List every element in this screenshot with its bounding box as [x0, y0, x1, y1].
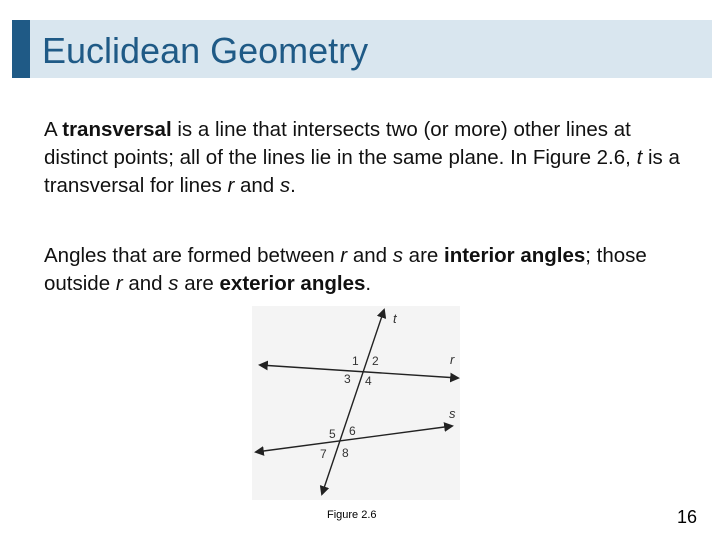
text-run: are	[402, 244, 445, 267]
angle-label-5: 5	[329, 427, 336, 441]
text-run: r	[115, 272, 123, 295]
text-run: and	[347, 244, 393, 267]
paragraph-transversal-definition	[44, 116, 694, 200]
text-run: s	[168, 272, 179, 295]
text-run: and	[234, 174, 280, 197]
text-run: ; those outside	[44, 244, 647, 295]
title-accent-bar	[12, 20, 30, 78]
text-run: s	[392, 244, 403, 267]
label-s: s	[449, 406, 456, 421]
text-run: is a transversal for lines	[44, 146, 680, 197]
text-run: t	[636, 146, 643, 169]
line-t	[322, 310, 384, 494]
page-number: 16	[677, 507, 698, 527]
angle-label-3: 3	[344, 372, 351, 386]
text-run: r	[340, 244, 348, 267]
text-run: .	[290, 174, 296, 197]
paragraph-interior-exterior-angles	[44, 242, 694, 298]
text-run: interior angles	[444, 244, 586, 267]
angle-label-2: 2	[372, 354, 379, 368]
text-run: s	[279, 174, 291, 197]
figure-caption: Figure 2.6	[327, 509, 377, 521]
label-r: r	[450, 352, 455, 367]
text-run: is a line that intersects two (or more) other lines at distinct points; all of the lines lie in the same plane. In Figure 2.6,	[44, 118, 637, 169]
text-run: Angles that are formed between	[44, 244, 341, 267]
text-run: transversal	[62, 118, 172, 141]
angle-label-8: 8	[342, 446, 349, 460]
text-run: r	[227, 174, 235, 197]
text-run: and	[122, 272, 169, 295]
figure-transversal-diagram	[252, 306, 460, 500]
label-t: t	[393, 311, 397, 326]
text-run: .	[365, 272, 372, 295]
angle-label-1: 1	[352, 354, 359, 368]
line-r	[260, 365, 458, 378]
angle-label-7: 7	[320, 447, 327, 461]
transversal-diagram-svg	[252, 306, 460, 500]
text-run: exterior angles	[219, 272, 366, 295]
text-run: A	[44, 118, 63, 141]
angle-label-4: 4	[365, 374, 372, 388]
angle-label-6: 6	[349, 424, 356, 438]
slide-title: Euclidean Geometry	[42, 30, 369, 71]
text-run: are	[178, 272, 220, 295]
